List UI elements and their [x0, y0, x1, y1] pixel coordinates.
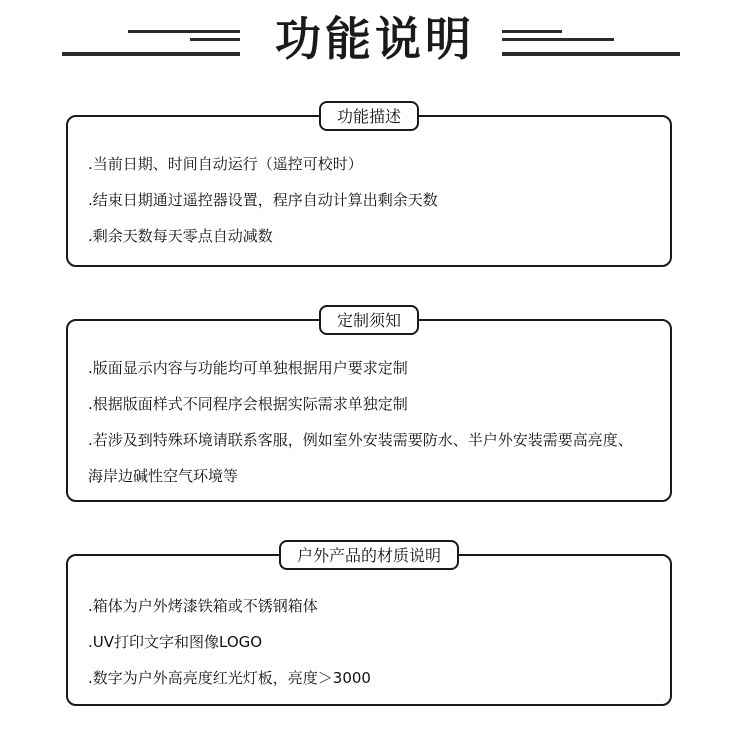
customization-notes-panel [66, 311, 672, 502]
list-item: .结束日期通过遥控器设置，程序自动计算出剩余天数 [88, 191, 438, 209]
list-item: .根据版面样式不同程序会根据实际需求单独定制 [88, 395, 408, 413]
list-item: .版面显示内容与功能均可单独根据用户要求定制 [88, 359, 408, 377]
list-item: .数字为户外高亮度红光灯板，亮度＞3000 [88, 669, 371, 687]
customization-notes-list [88, 350, 662, 494]
list-item: .当前日期、时间自动运行（遥控可校时） [88, 155, 363, 173]
left-decor-line-top [128, 30, 240, 33]
material-description-panel [66, 546, 672, 706]
right-decor-line-top [502, 30, 562, 33]
list-item: .剩余天数每天零点自动减数 [88, 227, 273, 245]
list-item: .若涉及到特殊环境请联系客服，例如室外安装需要防水、半户外安装需要高亮度、 [88, 431, 633, 449]
page-title: 功能说明 [275, 12, 475, 66]
list-item: 海岸边碱性空气环境等 [88, 467, 239, 485]
material-description-label: 户外产品的材质说明 [279, 540, 459, 570]
list-item: .UV打印文字和图像LOGO [88, 633, 263, 651]
left-decor-line-middle [190, 38, 240, 41]
left-decor-line-bottom [62, 52, 240, 56]
feature-description-label: 功能描述 [319, 101, 419, 131]
material-description-list [88, 588, 662, 696]
list-item: .箱体为户外烤漆铁箱或不锈钢箱体 [88, 597, 318, 615]
feature-description-list [88, 146, 662, 254]
customization-notes-label: 定制须知 [319, 305, 419, 335]
right-decor-line-bottom [502, 52, 680, 56]
feature-description-panel [66, 107, 672, 267]
right-decor-line-middle [502, 38, 614, 41]
